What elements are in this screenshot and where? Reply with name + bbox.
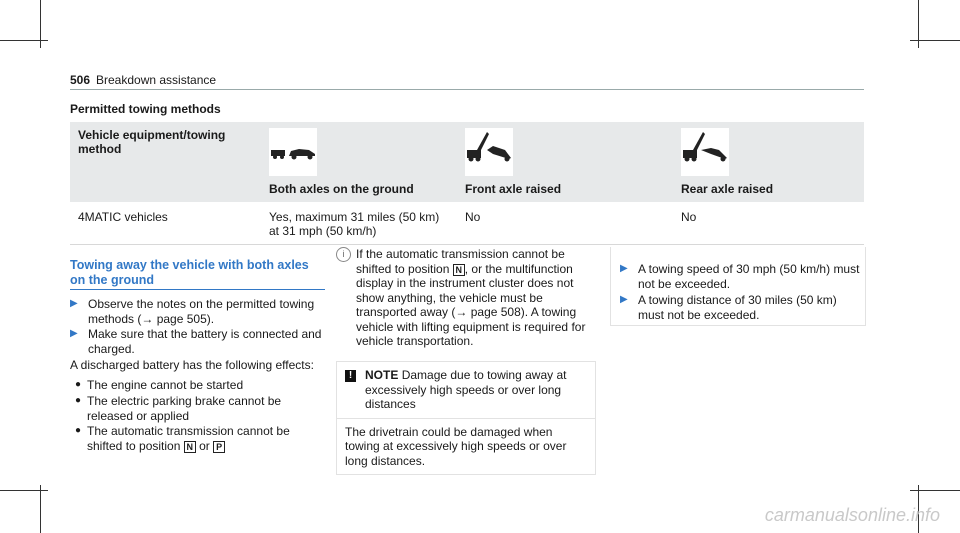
step-arrow-icon: ▶ bbox=[620, 294, 628, 305]
page-header-title: Breakdown assistance bbox=[96, 73, 217, 87]
info-text: If the automatic transmission cannot be shifted to position N , or the multifunction display in the instrument cluster does not show anything, the vehicle must be transported away (→ page 508). A towing vehicle with lifting equipment is required for vehicle transportation. bbox=[356, 247, 586, 348]
note-body: The drivetrain could be damaged when towing at excessively high speeds or over long distances. bbox=[345, 424, 567, 468]
paragraph: A discharged battery has the following effects: bbox=[70, 358, 314, 372]
crop-mark bbox=[0, 40, 48, 41]
crop-mark bbox=[910, 490, 960, 491]
crop-mark bbox=[910, 40, 960, 41]
list-item-text: The electric parking brake cannot be released or applied bbox=[87, 394, 282, 423]
instruction-step bbox=[620, 293, 860, 322]
instruction-step bbox=[70, 327, 330, 356]
bullet-icon: ● bbox=[75, 395, 82, 406]
warning-icon: ! bbox=[345, 370, 356, 382]
list-item-text: The automatic transmission cannot be shifted to position N or P bbox=[87, 424, 290, 453]
list-item-text: The engine cannot be started bbox=[87, 378, 244, 392]
watermark: carmanualsonline.info bbox=[764, 505, 940, 525]
subsection-divider bbox=[70, 289, 325, 290]
tow-truck-rear-raised-icon bbox=[681, 128, 729, 176]
list-item bbox=[75, 378, 325, 393]
step-arrow-icon: ▶ bbox=[70, 298, 78, 309]
crop-mark bbox=[40, 485, 41, 533]
column-header-equipment: Vehicle equipment/towing method bbox=[70, 122, 261, 202]
tow-truck-front-raised-icon bbox=[465, 128, 513, 176]
instruction-step bbox=[70, 297, 330, 326]
column-label: Both axles on the ground bbox=[269, 182, 414, 196]
bullet-icon: ● bbox=[75, 379, 82, 390]
instruction-step bbox=[620, 262, 860, 291]
crop-mark bbox=[0, 490, 48, 491]
step-text: A towing distance of 30 miles (50 km) must not be exceeded. bbox=[638, 293, 837, 322]
cell-both-axles: Yes, maximum 31 miles (50 km) at 31 mph (50 km/h) bbox=[261, 202, 457, 245]
gear-n-key: N bbox=[184, 441, 196, 453]
bullet-icon: ● bbox=[75, 425, 82, 436]
step-arrow-icon: ▶ bbox=[620, 263, 628, 274]
info-icon: i bbox=[336, 247, 351, 262]
step-text: Observe the notes on the permitted towing methods (→ page 505). bbox=[88, 297, 315, 326]
header-divider bbox=[70, 89, 864, 90]
list-item bbox=[75, 424, 325, 453]
column-label: Rear axle raised bbox=[681, 182, 774, 196]
column-header-both-axles bbox=[261, 122, 457, 202]
note-box bbox=[336, 361, 596, 475]
column-label: Front axle raised bbox=[465, 182, 562, 196]
subsection-title: Towing away the vehicle with both axles on the ground bbox=[70, 258, 309, 287]
cell-equipment: 4MATIC vehicles bbox=[70, 202, 261, 245]
gear-n-key: N bbox=[453, 264, 465, 276]
towing-methods-table bbox=[70, 122, 864, 245]
list-item bbox=[75, 394, 325, 423]
car-on-ground-icon bbox=[269, 128, 317, 176]
note-label: NOTE bbox=[365, 368, 399, 382]
step-text: Make sure that the battery is connected and charged. bbox=[88, 327, 322, 356]
column-header-front-raised bbox=[457, 122, 673, 202]
table-header-row bbox=[70, 122, 864, 202]
column-header-rear-raised bbox=[673, 122, 864, 202]
step-arrow-icon: ▶ bbox=[70, 328, 78, 339]
table-row bbox=[70, 202, 864, 245]
page-number: 506 bbox=[70, 73, 91, 87]
step-text: A towing speed of 30 mph (50 km/h) must not be exceeded. bbox=[638, 262, 860, 291]
note-header bbox=[337, 362, 595, 419]
section-title: Permitted towing methods bbox=[70, 102, 221, 116]
cell-rear-raised: No bbox=[673, 202, 864, 245]
cell-front-raised: No bbox=[457, 202, 673, 245]
gear-p-key: P bbox=[213, 441, 225, 453]
note-title: Damage due to towing away at excessively high speeds or over long distances bbox=[365, 368, 567, 411]
